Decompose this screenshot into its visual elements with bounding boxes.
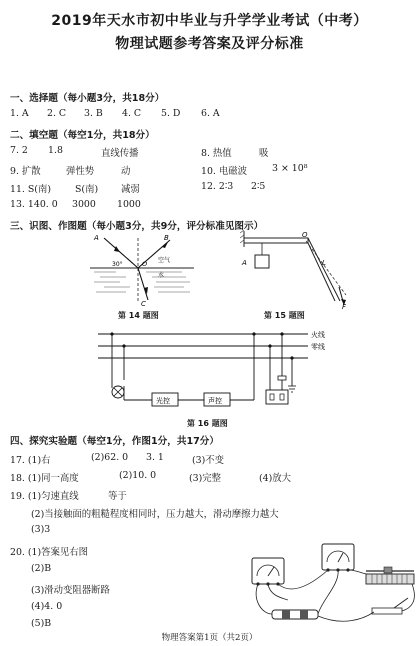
fig16-label-sound: 声控	[208, 397, 222, 405]
q19-part3: (3)3	[31, 524, 51, 535]
fig14-label-b: B	[164, 234, 169, 242]
q17-c: 3. 1	[146, 452, 164, 463]
document-title: 2019年天水市初中毕业与升学学业考试（中考）	[51, 13, 368, 29]
q19-b: 等于	[108, 491, 127, 502]
fig14-label-water: 水	[158, 272, 165, 279]
fill-11-a: 11. S(南)	[10, 184, 52, 195]
q20-part5: (5)B	[31, 618, 52, 629]
q20-part1: 20. (1)答案见右图	[10, 547, 89, 558]
fill-13-c: 1000	[117, 199, 141, 210]
fill-7-c: 直线传播	[101, 148, 139, 159]
fig15-label-o: O	[302, 231, 308, 239]
fill-9-c: 动	[121, 166, 131, 177]
fill-10-a: 10. 电磁波	[201, 166, 248, 177]
answer-4: 4. C	[122, 108, 142, 119]
q20-part3: (3)滑动变阻器断路	[31, 585, 110, 596]
q18-d: (4)放大	[259, 473, 292, 484]
fig15-label-l: L	[322, 259, 326, 267]
fig14-label-c: C	[141, 300, 146, 308]
fill-9-a: 9. 扩散	[10, 166, 41, 177]
fig15-label-f: F	[342, 303, 347, 311]
fill-12-b: 2∶5	[251, 181, 266, 192]
fill-9-b: 弹性势	[66, 166, 95, 177]
q19-part2: (2)当接触面的粗糙程度相同时，压力越大，滑动摩擦力越大	[31, 509, 279, 520]
page-footer: 物理答案第1页（共2页）	[161, 633, 258, 643]
q18-b: (2)10. 0	[119, 470, 157, 481]
figure-14-caption: 第 14 题图	[118, 311, 159, 320]
fill-7-b: 1.8	[48, 145, 63, 156]
figure-15-caption: 第 15 题图	[264, 311, 305, 320]
section-fill-heading: 二、填空题（每空1分，共18分）	[10, 130, 155, 141]
answer-2: 2. C	[47, 108, 67, 119]
q17-b: (2)62. 0	[91, 452, 129, 463]
section-experiment-heading: 四、探究实验题（每空1分，作图1分，共17分）	[10, 436, 219, 447]
fig14-label-a: A	[94, 234, 99, 242]
fig15-label-a: A	[242, 259, 247, 267]
fill-8-b: 吸	[259, 148, 269, 159]
fill-13-a: 13. 140. 0	[10, 199, 58, 210]
fig16-label-neutral: 零线	[311, 343, 325, 351]
document-subtitle: 物理试题参考答案及评分标准	[115, 36, 304, 52]
fill-8-a: 8. 热值	[201, 148, 232, 159]
fig14-label-o: O	[142, 260, 148, 268]
answer-6: 6. A	[201, 108, 220, 119]
q18-a: 18. (1)同一高度	[10, 473, 79, 484]
section-figure-heading: 三、识图、作图题（每小题3分，共9分，评分标准见图示）	[10, 221, 264, 232]
q20-part4: (4)4. 0	[31, 601, 63, 612]
q20-part2: (2)B	[31, 563, 52, 574]
fill-13-b: 3000	[72, 199, 96, 210]
q19-a: 19. (1)匀速直线	[10, 491, 79, 502]
answer-1: 1. A	[10, 108, 29, 119]
figure-14-diagram	[86, 232, 198, 308]
answer-5: 5. D	[161, 108, 181, 119]
fill-10-b: 3 × 10⁸	[272, 163, 308, 174]
fill-11-c: 减弱	[121, 184, 140, 195]
section-choice-heading: 一、选择题（每小题3分，共18分）	[10, 93, 165, 104]
fill-11-b: S(南)	[75, 184, 99, 195]
q17-d: (3)不变	[192, 455, 225, 466]
fill-12-a: 12. 2∶3	[201, 181, 234, 192]
figure-16-caption: 第 16 题图	[187, 419, 228, 428]
figure-16-circuit	[94, 326, 344, 416]
q20-apparatus-figure	[222, 540, 418, 630]
answer-3: 3. B	[84, 108, 103, 119]
fig14-label-angle: 30°	[112, 261, 123, 268]
q17-a: 17. (1)右	[10, 455, 51, 466]
fig14-label-air: 空气	[158, 257, 171, 264]
fill-7-a: 7. 2	[10, 145, 28, 156]
fig16-label-live: 火线	[311, 331, 325, 339]
q18-c: (3)完整	[189, 473, 222, 484]
figure-15-diagram	[240, 229, 350, 311]
fig16-label-light: 光控	[156, 397, 170, 405]
